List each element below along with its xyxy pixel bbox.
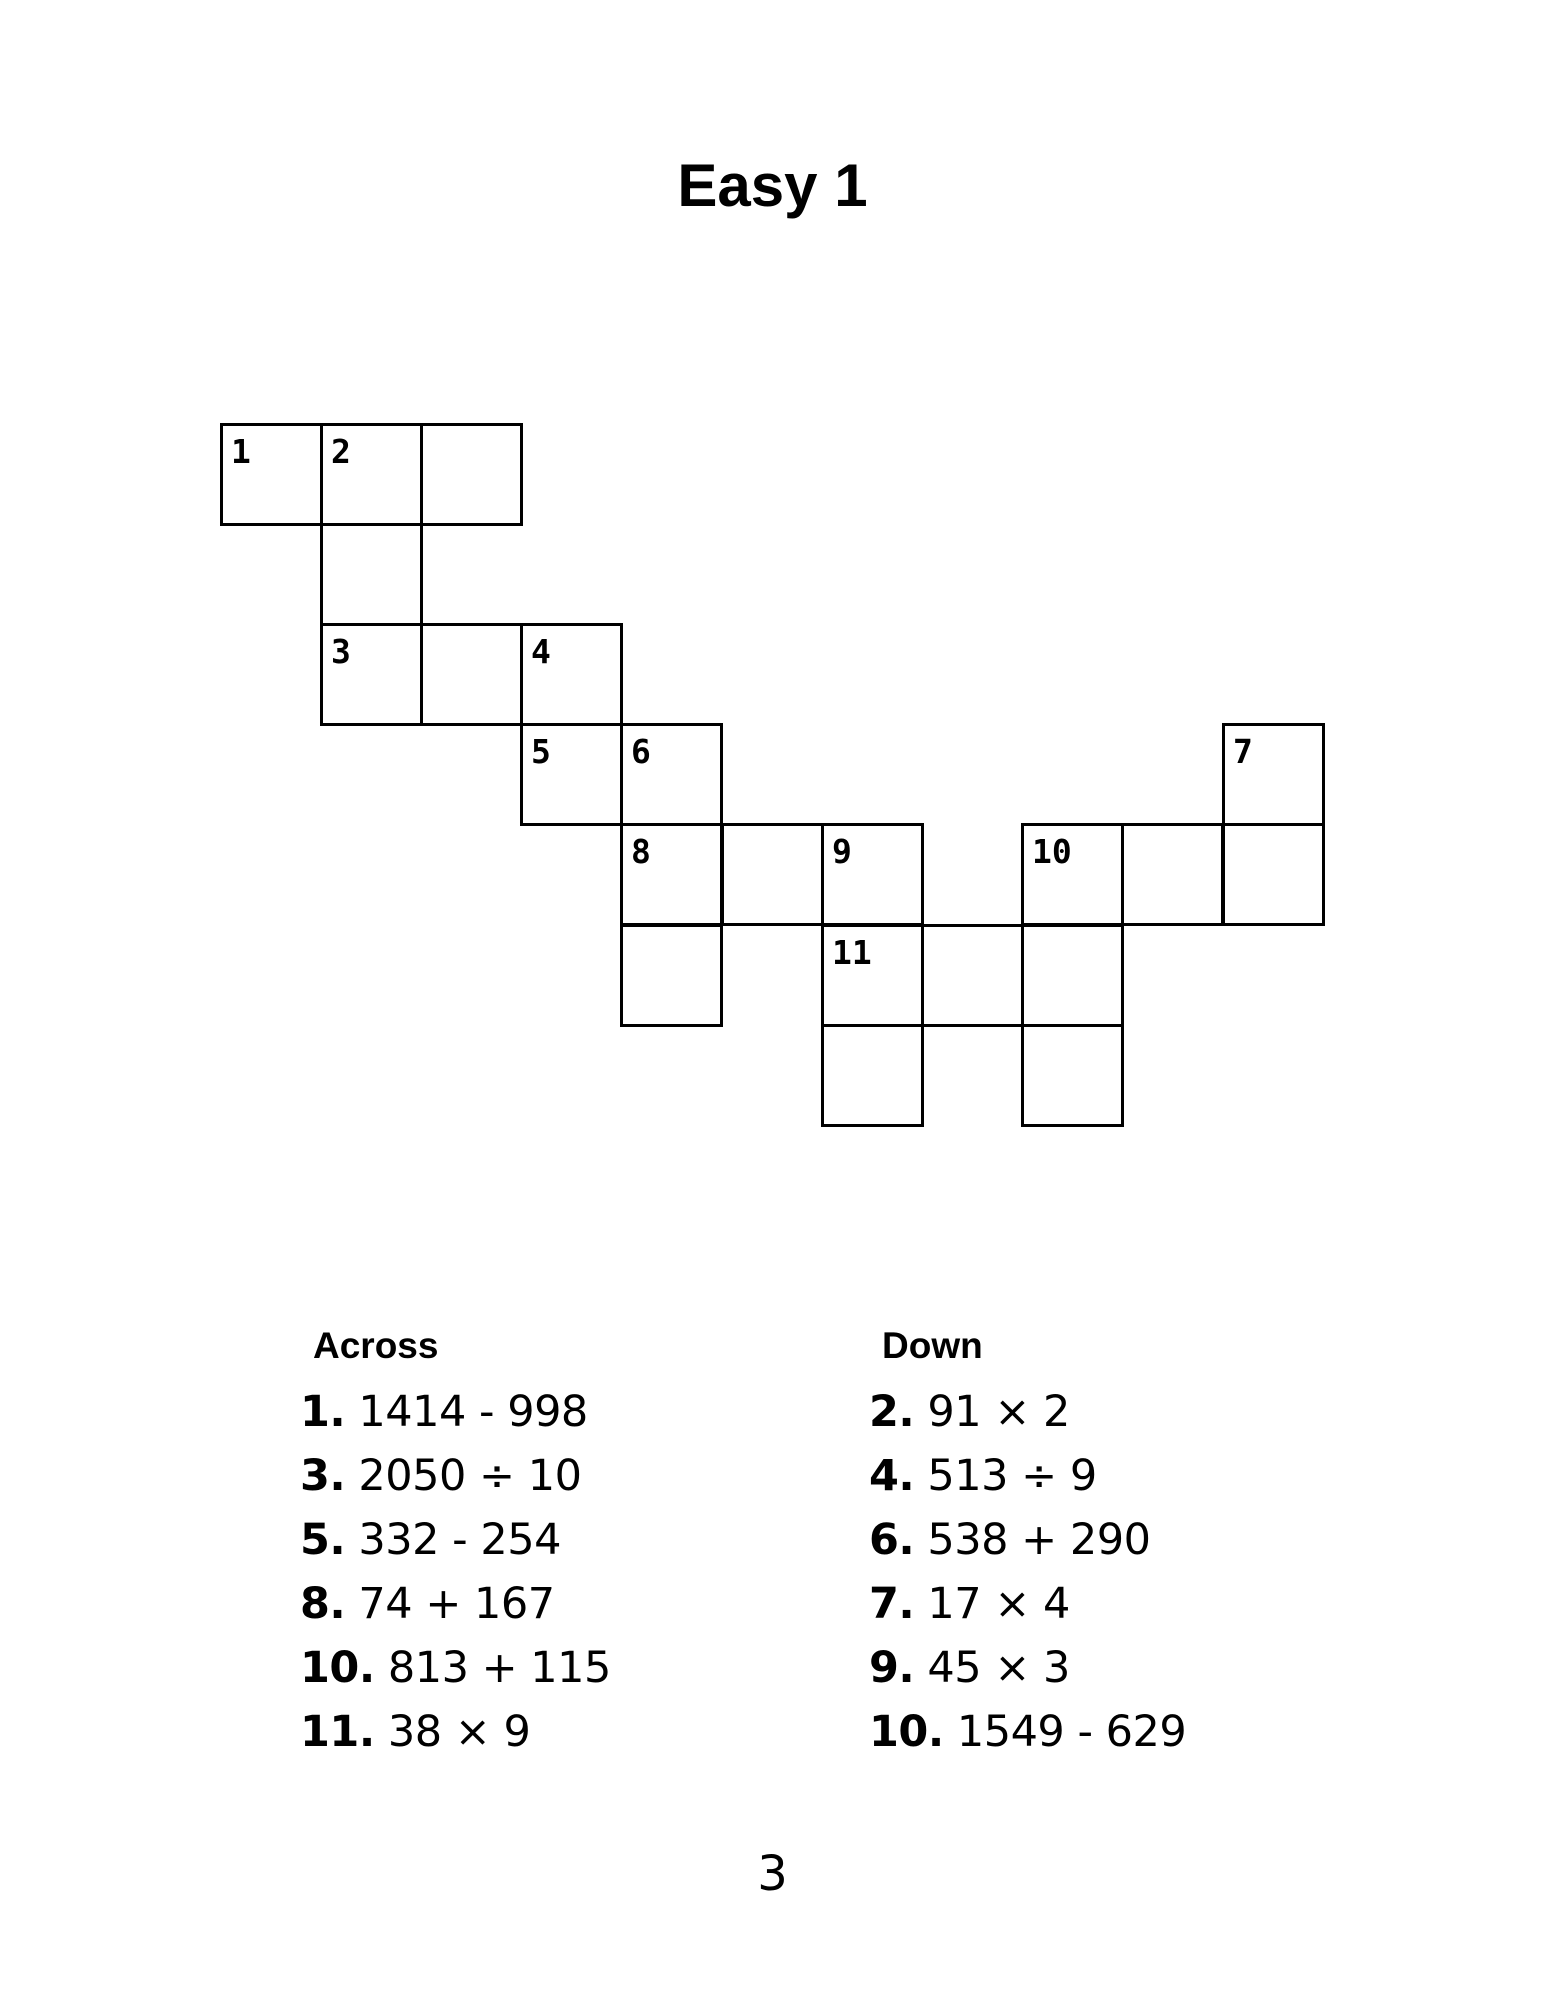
grid-cell[interactable]: [520, 723, 623, 826]
grid-cell[interactable]: [821, 1024, 924, 1127]
grid-cell[interactable]: [1222, 823, 1325, 926]
grid-cell[interactable]: [420, 623, 523, 726]
grid-cell[interactable]: [821, 924, 924, 1027]
grid-cell[interactable]: [1021, 823, 1124, 926]
clue-number: 6.: [869, 1515, 915, 1565]
puzzle-title: Easy 1: [677, 152, 868, 219]
across-clues: [300, 1322, 611, 1764]
clue-number: 4.: [869, 1451, 915, 1501]
clue-text: 813 + 115: [374, 1643, 611, 1693]
cell-number: 9: [832, 832, 852, 871]
cell-number: 6: [631, 732, 651, 771]
cell-number: 5: [531, 732, 551, 771]
clue-down-2: [869, 1380, 1186, 1444]
grid-cell[interactable]: [1021, 1024, 1124, 1127]
clue-text: 74 + 167: [345, 1579, 555, 1629]
cell-number: 3: [331, 632, 351, 671]
grid-cell[interactable]: [620, 823, 723, 926]
down-heading: Down: [882, 1325, 983, 1366]
clue-number: 8.: [300, 1579, 346, 1629]
clue-number: 5.: [300, 1515, 346, 1565]
clue-text: 45 × 3: [914, 1643, 1070, 1693]
grid-cell[interactable]: [420, 423, 523, 526]
clue-across-1: [300, 1380, 611, 1444]
clue-across-11: [300, 1700, 611, 1764]
clue-text: 1414 - 998: [345, 1387, 588, 1437]
clue-text: 1549 - 629: [943, 1707, 1187, 1757]
clue-number: 2.: [869, 1387, 915, 1437]
clue-number: 3.: [300, 1451, 346, 1501]
grid-cell[interactable]: [220, 423, 323, 526]
clue-number: 7.: [869, 1579, 915, 1629]
clue-text: 91 × 2: [914, 1387, 1070, 1437]
clue-across-10: [300, 1636, 611, 1700]
clue-text: 38 × 9: [374, 1707, 531, 1757]
clue-down-4: [869, 1444, 1186, 1508]
cell-number: 8: [631, 832, 651, 871]
cell-number: 11: [832, 933, 872, 972]
grid-cell[interactable]: [921, 924, 1024, 1027]
crossword-grid: [221, 424, 1331, 1134]
clue-down-7: [869, 1572, 1186, 1636]
clue-number: 9.: [869, 1643, 915, 1693]
grid-cell[interactable]: [520, 623, 623, 726]
clue-text: 17 × 4: [914, 1579, 1070, 1629]
cell-number: 7: [1233, 732, 1253, 771]
grid-cell[interactable]: [1222, 723, 1325, 826]
clue-number: 11.: [300, 1707, 375, 1757]
grid-cell[interactable]: [320, 623, 423, 726]
clue-down-6: [869, 1508, 1186, 1572]
grid-cell[interactable]: [821, 823, 924, 926]
across-heading: Across: [313, 1325, 439, 1366]
page-number: 3: [757, 1846, 788, 1902]
cell-number: 1: [231, 432, 251, 471]
clue-number: 10.: [869, 1707, 944, 1757]
grid-cell[interactable]: [620, 924, 723, 1027]
clue-across-5: [300, 1508, 611, 1572]
cell-number: 4: [531, 632, 551, 671]
cell-number: 2: [331, 432, 351, 471]
grid-cell[interactable]: [620, 723, 723, 826]
grid-cell[interactable]: [320, 523, 423, 626]
clue-text: 2050 ÷ 10: [345, 1451, 582, 1501]
clue-text: 513 ÷ 9: [914, 1451, 1097, 1501]
clue-number: 1.: [300, 1387, 346, 1437]
grid-cell[interactable]: [1021, 924, 1124, 1027]
clue-down-10: [869, 1700, 1186, 1764]
clue-down-9: [869, 1636, 1186, 1700]
clue-across-8: [300, 1572, 611, 1636]
grid-cell[interactable]: [721, 823, 824, 926]
grid-cell[interactable]: [1121, 823, 1224, 926]
grid-cell[interactable]: [320, 423, 423, 526]
down-clues: [869, 1322, 1186, 1764]
clue-number: 10.: [300, 1643, 375, 1693]
clue-text: 538 + 290: [914, 1515, 1151, 1565]
clue-across-3: [300, 1444, 611, 1508]
clue-text: 332 - 254: [345, 1515, 561, 1565]
cell-number: 10: [1032, 832, 1072, 871]
